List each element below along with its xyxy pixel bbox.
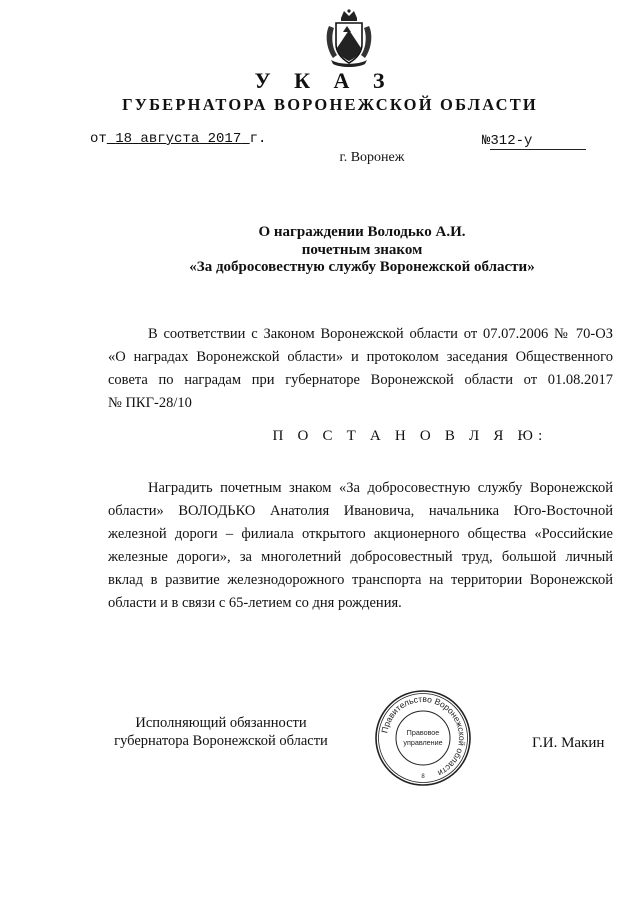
- subject-line: почетным знаком: [301, 241, 423, 258]
- signer-position-line: Исполняющий обязанности: [135, 715, 307, 731]
- stamp-ring-text: Правительство Воронежской области: [379, 693, 468, 779]
- decree-date: [90, 131, 266, 147]
- subject-line: «За добросовестную службу Воронежской области»: [189, 259, 535, 275]
- body-line: Наградить почетным знаком «За добросовестную службу Воронежской: [148, 480, 613, 496]
- preamble-line: В соответствии с Законом Воронежской области от 07.07.2006 № 70-ОЗ: [148, 326, 613, 342]
- body-line: железной дороги – филиала открытого акционерного общества «Российские: [108, 526, 613, 542]
- body-line: области и в связи с 65-летием со дня рождения.: [108, 595, 402, 611]
- coat-of-arms-icon: [323, 8, 375, 68]
- preamble-line: № ПКГ-28/10: [108, 395, 192, 411]
- date-value: 18 августа 2017: [115, 131, 242, 147]
- preamble-line: совета по наградам при губернаторе Воронежской области от 01.08.2017: [108, 372, 613, 388]
- official-stamp: [373, 688, 473, 788]
- body-line: области» ВОЛОДЬКО Анатолия Ивановича, начальника Юго-Восточной: [108, 503, 613, 519]
- issuer-subtitle: ГУБЕРНАТОРА ВОРОНЕЖСКОЙ ОБЛАСТИ: [122, 95, 538, 114]
- signer-position: [106, 714, 336, 750]
- preamble-paragraph: [108, 323, 613, 415]
- number-prefix: №: [482, 133, 491, 149]
- body-line: железные дороги», за многолетний добросовестный труд, большой личный: [108, 549, 613, 565]
- preamble-line: «О наградах Воронежской области» и протоколом заседания Общественного: [108, 349, 613, 365]
- body-line: вклад в развитие железнодорожного транспорта на территории Воронежской: [108, 572, 613, 588]
- subject-line: О награждении Володько А.И.: [258, 224, 466, 240]
- date-suffix: г.: [249, 131, 267, 147]
- document-type-title: У К А З: [254, 68, 394, 93]
- city-label: г. Воронеж: [339, 150, 405, 165]
- body-paragraph: [108, 477, 613, 615]
- decree-verb: П О С Т А Н О В Л Я Ю:: [272, 428, 548, 444]
- stamp-center-line: управление: [403, 738, 443, 747]
- decree-number: [482, 133, 586, 150]
- number-value: 312-у: [490, 133, 586, 150]
- date-prefix: от: [90, 131, 107, 147]
- decree-subject: [0, 224, 640, 277]
- signer-name: Г.И. Макин: [532, 735, 605, 751]
- stamp-bottom-mark: 8: [421, 774, 425, 780]
- signer-position-line: губернатора Воронежской области: [114, 733, 328, 749]
- stamp-center-line: Правовое: [406, 728, 440, 737]
